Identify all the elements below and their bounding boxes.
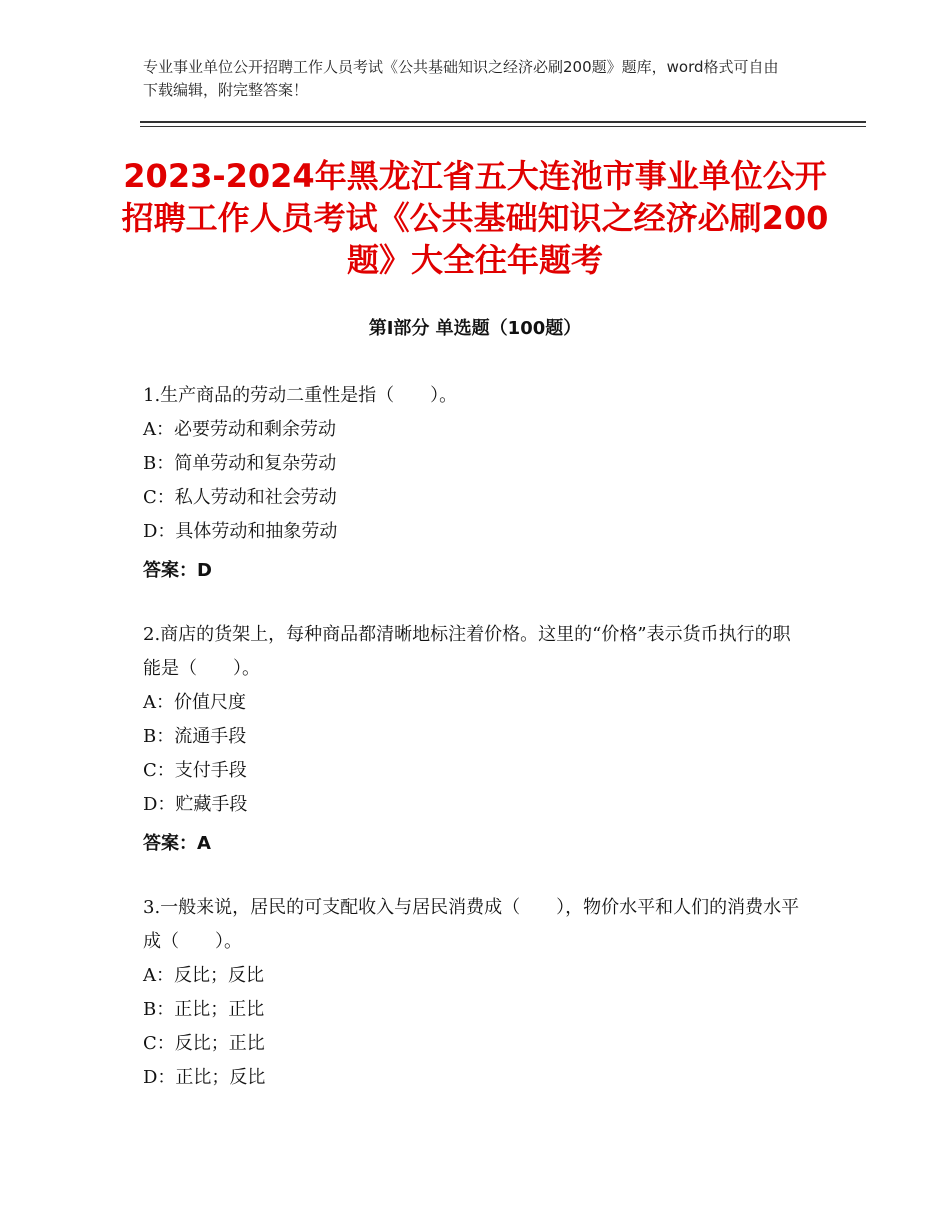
- question-3-text: 3.一般来说，居民的可支配收入与居民消费成（ ），物价水平和人们的消费水平成（ ）。: [143, 897, 800, 952]
- question-3-option-c: C：反比；正比: [143, 1033, 265, 1054]
- question-2-answer: 答案：A: [143, 833, 211, 854]
- question-2-option-d: D：贮藏手段: [143, 794, 248, 815]
- question-1-option-a: A：必要劳动和剩余劳动: [143, 419, 336, 440]
- section-heading: 第Ⅰ部分 单选题（100题）: [368, 318, 582, 339]
- question-3-option-b: B：正比；正比: [143, 999, 265, 1020]
- document-title: 2023-2024年黑龙江省五大连池市事业单位公开招聘工作人员考试《公共基础知识之经济必刷200题》大全往年题考: [121, 157, 829, 279]
- header-rule-thin: [140, 126, 866, 127]
- question-2-option-c: C：支付手段: [143, 760, 247, 781]
- question-2-option-b: B：流通手段: [143, 726, 247, 747]
- question-3-option-d: D：正比；反比: [143, 1067, 266, 1088]
- header-rule-thick: [140, 121, 866, 123]
- question-2-text: 2.商店的货架上，每种商品都清晰地标注着价格。这里的“价格”表示货币执行的职能是（ ）。: [143, 624, 791, 679]
- question-1-answer: 答案：D: [143, 560, 212, 581]
- question-1-text: 1.生产商品的劳动二重性是指（ ）。: [143, 385, 458, 406]
- question-1-option-b: B：简单劳动和复杂劳动: [143, 453, 337, 474]
- question-2-option-a: A：价值尺度: [143, 692, 246, 713]
- question-3-option-a: A：反比；反比: [143, 965, 264, 986]
- question-1-option-c: C：私人劳动和社会劳动: [143, 487, 337, 508]
- header-note: 专业事业单位公开招聘工作人员考试《公共基础知识之经济必刷200题》题库，word格式可自由下载编辑，附完整答案！: [143, 58, 779, 99]
- question-1-option-d: D：具体劳动和抽象劳动: [143, 521, 338, 542]
